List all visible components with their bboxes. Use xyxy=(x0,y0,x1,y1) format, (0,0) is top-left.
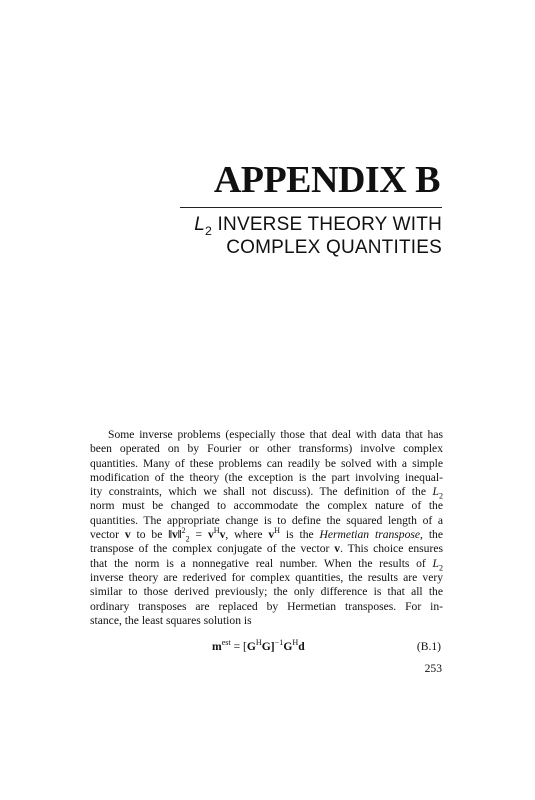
paragraph-line: been operated on by Fourier or other transforms) involve complex xyxy=(90,442,443,456)
eq-symbol: G xyxy=(246,640,256,653)
vector-symbol: v xyxy=(268,528,275,542)
paragraph-line xyxy=(90,557,443,571)
l2-symbol: L xyxy=(194,214,205,235)
norm-symbol: ‖v‖ xyxy=(168,528,182,542)
eq-symbol: G] xyxy=(261,640,275,653)
vector-symbol: v xyxy=(334,542,341,556)
paragraph-line: Some inverse problems (especially those that deal with data that has xyxy=(108,428,443,441)
page-number: 253 xyxy=(424,662,442,675)
eq-superscript: −1 xyxy=(274,638,284,648)
paragraph-line: stance, the least squares solution is xyxy=(90,613,252,627)
paragraph-line: quantities. The appropriate change is to define the squared length of a xyxy=(90,513,443,527)
l2-subscript: 2 xyxy=(438,562,443,572)
text-run: transpose of the complex conjugate of the vector xyxy=(90,542,335,556)
l2-subscript: 2 xyxy=(204,223,213,238)
norm-subscript: 2 xyxy=(185,534,190,544)
l2-symbol: L xyxy=(432,556,439,570)
eq-operator: = [ xyxy=(230,640,247,653)
vector-symbol: v xyxy=(219,528,226,542)
l2-subscript: 2 xyxy=(438,491,443,501)
appendix-subtitle xyxy=(150,213,442,259)
paragraph-line: modification of the theory (the exception is the part involving inequal- xyxy=(90,470,443,484)
paragraph-line: inverse theory are rederived for complex quantities, the results are very xyxy=(90,570,443,584)
italic-term: Hermetian transpose, xyxy=(319,528,423,542)
subtitle-line-1 xyxy=(150,213,442,236)
body-paragraph xyxy=(90,428,443,628)
paragraph-line xyxy=(90,485,443,499)
paragraph-line: quantities. Many of these problems can readily be solved with a simple xyxy=(90,456,443,470)
paragraph-line: ordinary transposes are replaced by Hermetian transposes. For in- xyxy=(90,599,443,613)
text-run: that the norm is a nonnegative real number. When the results of xyxy=(90,556,433,570)
norm-superscript: 2 xyxy=(181,526,186,536)
equation-number: (B.1) xyxy=(416,640,441,653)
text-run: the xyxy=(422,528,443,542)
subtitle-line-1-text: INVERSE THEORY WITH xyxy=(212,214,442,235)
title-rule xyxy=(180,207,442,208)
text-run: is the xyxy=(280,528,320,542)
eq-symbol: d xyxy=(298,640,305,653)
text-run: , where xyxy=(225,528,269,542)
appendix-title: APPENDIX B xyxy=(213,159,440,201)
paragraph-line: similar to those derived previously; the only difference is that all the xyxy=(90,585,443,599)
vector-symbol: v xyxy=(124,528,131,542)
text-run: ity constraints, which we shall not discuss). The definition of the xyxy=(90,485,433,499)
paragraph-line xyxy=(90,528,443,542)
paragraph-line: norm must be changed to accommodate the complex nature of the xyxy=(90,499,443,513)
text-run: vector xyxy=(90,528,125,542)
eq-superscript: est xyxy=(221,638,231,648)
text-run: = xyxy=(189,528,208,542)
hermitian-superscript: H xyxy=(274,526,281,536)
equation-b1 xyxy=(90,640,443,656)
text-run: . This choice ensures xyxy=(340,542,443,556)
eq-superscript: H xyxy=(255,638,262,648)
hermitian-superscript: H xyxy=(213,526,220,536)
eq-symbol: m xyxy=(212,640,222,653)
equation-expression xyxy=(212,640,305,653)
text-run: to be xyxy=(130,528,169,542)
vector-symbol: v xyxy=(207,528,214,542)
l2-symbol: L xyxy=(432,485,439,499)
paragraph-line xyxy=(90,542,443,556)
eq-symbol: G xyxy=(283,640,293,653)
eq-superscript: H xyxy=(292,638,299,648)
subtitle-line-2: COMPLEX QUANTITIES xyxy=(226,237,442,258)
